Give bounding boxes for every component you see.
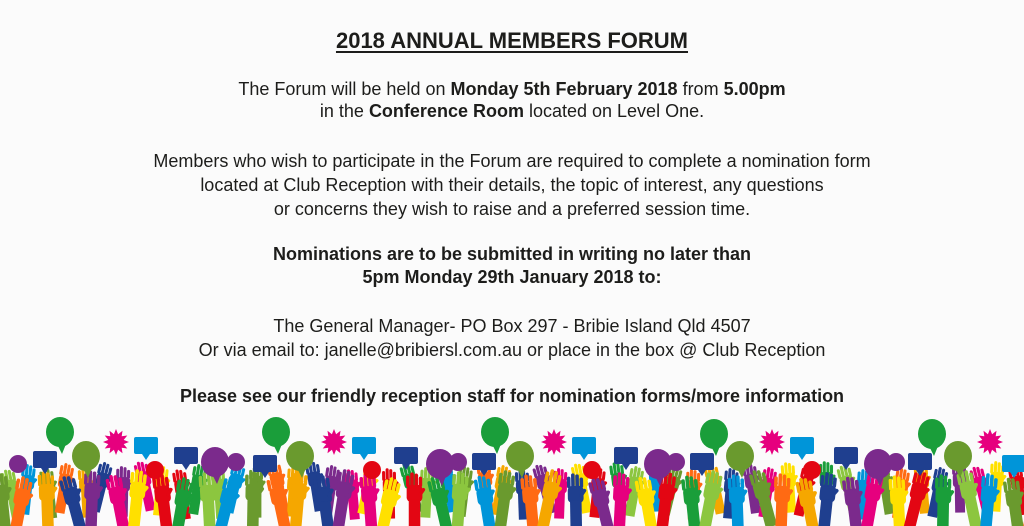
speech-bubble-shape [363,461,381,479]
speech-bubble-shape [9,455,27,473]
hand-shape [696,469,727,526]
participation-line-1: Members who wish to participate in the Forum are required to complete a nomination form [153,151,871,171]
speech-bubble-shape [352,437,376,460]
participation-line-3: or concerns they wish to raise and a preferred session time. [273,199,751,219]
forum-date: Monday 5th February 2018 [450,79,678,99]
forum-time: 5.00pm [723,79,786,99]
intro-line-1 [0,78,1024,100]
speech-bubble-shape [146,461,164,479]
speech-bubble-shape [541,429,567,455]
hands-illustration [0,412,1024,526]
speech-bubble-shape [977,429,1003,455]
deadline-line-1: Nominations are to be submitted in writing no later than [272,244,752,264]
speech-bubble-shape [887,453,905,471]
participation-line-2: located at Club Reception with their details, the topic of interest, any questions [200,175,824,195]
speech-bubble-shape [262,417,290,454]
intro-text-1: The Forum will be held on [238,79,451,99]
intro-text-2: from [677,79,724,99]
speech-bubble-shape [481,417,509,454]
speech-bubble-shape [803,461,821,479]
speech-bubble-shape [321,429,347,455]
speech-bubble-shape [759,429,785,455]
page-title: 2018 ANNUAL MEMBERS FORUM [335,28,689,53]
deadline-line-2: 5pm Monday 29th January 2018 to: [362,267,662,287]
speech-bubble-shape [834,447,858,470]
intro-line-2 [0,100,1024,122]
speech-bubble-shape [572,437,596,460]
speech-bubble-shape [46,417,74,454]
speech-bubble-shape [103,429,129,455]
speech-bubble-shape [449,453,467,471]
speech-bubble-shape [918,419,946,456]
speech-bubble-shape [700,419,728,456]
hand-shape [815,472,841,526]
speech-bubble-shape [394,447,418,470]
hand-shape [373,476,406,526]
speech-bubble-shape [227,453,245,471]
speech-bubble-shape [472,453,496,476]
intro-text-3: in the [319,101,369,121]
contact-address: The General Manager- PO Box 297 - Bribie Island Qld 4507 [273,316,751,336]
speech-bubble-shape [790,437,814,460]
intro-text-4: located on Level One. [523,101,705,121]
speech-bubble-shape [667,453,685,471]
hand-shape [934,474,955,526]
contact-email-line: Or via email to: janelle@bribiersl.com.au or place in the box @ Club Reception [198,340,826,360]
forum-venue: Conference Room [368,101,524,121]
closing-note: Please see our friendly reception staff for nomination forms/more information [179,386,845,406]
speech-bubble-shape [908,453,932,476]
hands-border-image [0,412,1024,526]
speech-bubble-shape [33,451,57,474]
speech-bubble-shape [134,437,158,460]
speech-bubble-shape [583,461,601,479]
